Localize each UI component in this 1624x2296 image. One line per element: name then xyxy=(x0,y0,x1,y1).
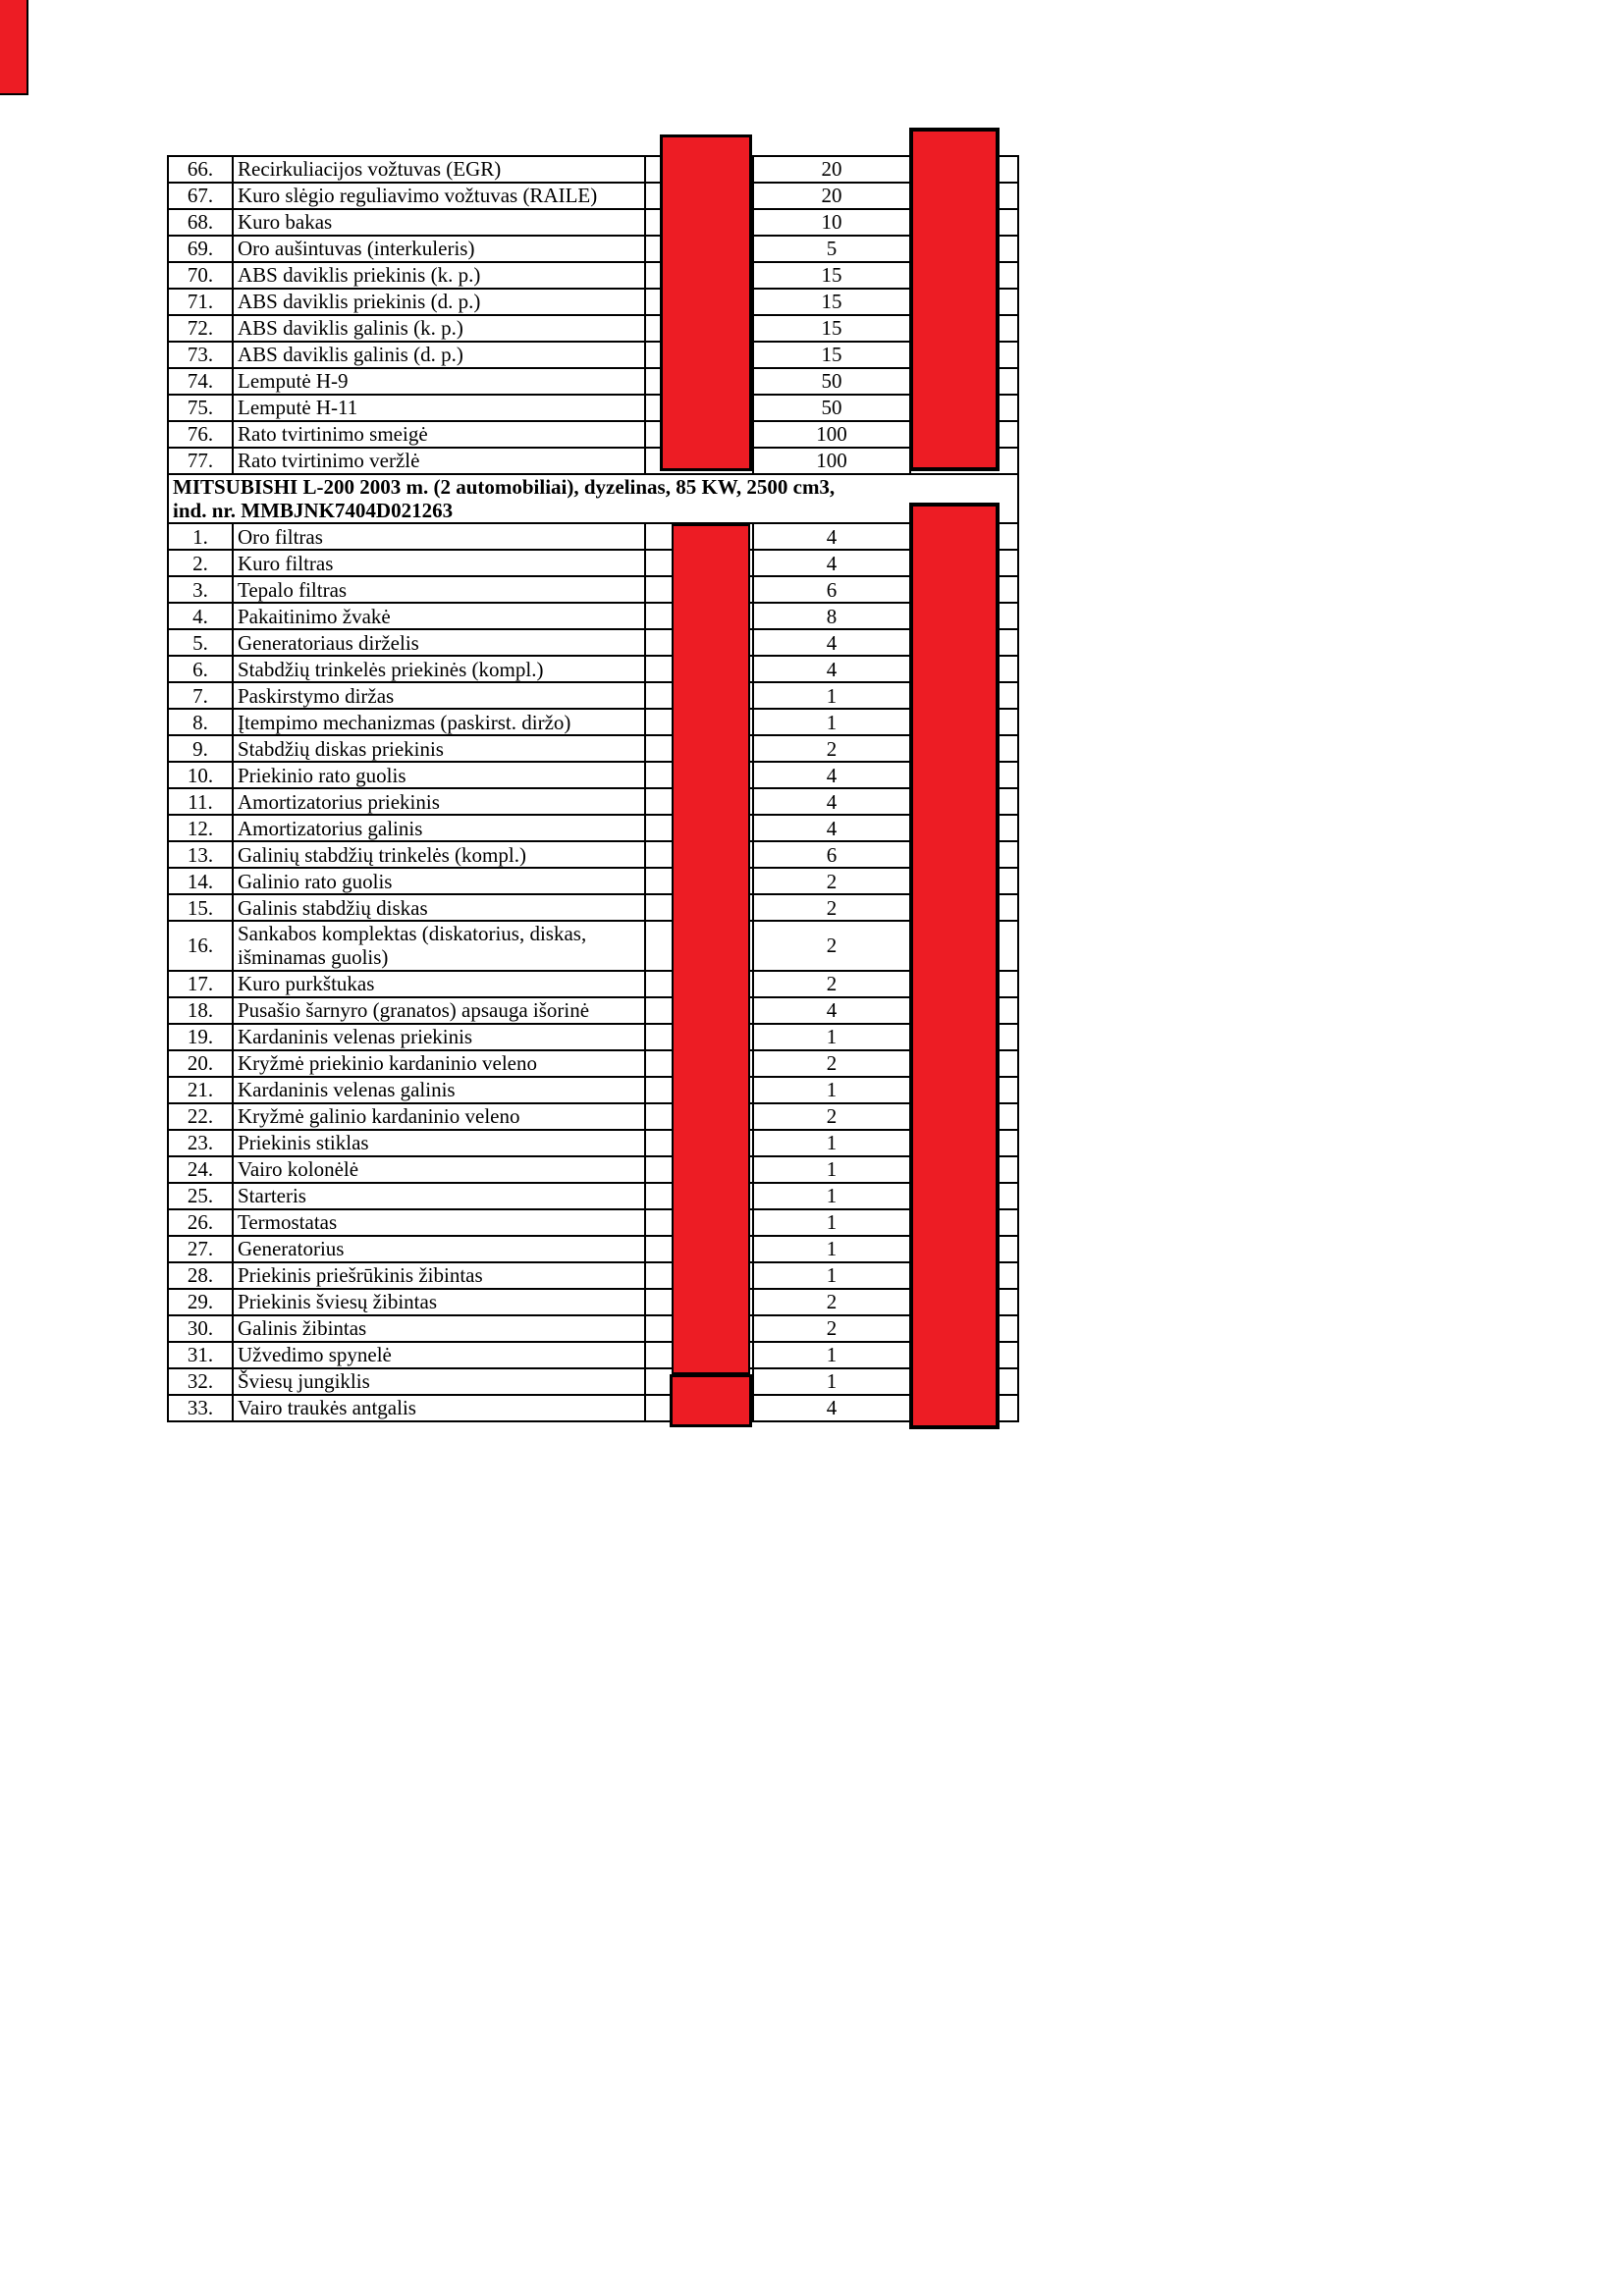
part-name-cell: Galinio rato guolis xyxy=(233,868,645,894)
parts-row xyxy=(168,1236,1018,1262)
parts-row xyxy=(168,368,1018,395)
parts-row xyxy=(168,236,1018,262)
parts-row xyxy=(168,183,1018,209)
redaction-box-price-column-top xyxy=(660,134,752,471)
quantity-cell: 20 xyxy=(753,156,910,183)
quantity-cell: 1 xyxy=(753,1077,910,1103)
row-number-cell: 9. xyxy=(168,735,233,762)
parts-row xyxy=(168,576,1018,603)
parts-row xyxy=(168,1024,1018,1050)
parts-row xyxy=(168,1183,1018,1209)
parts-row xyxy=(168,1262,1018,1289)
quantity-cell: 5 xyxy=(753,236,910,262)
part-name-cell: Priekinio rato guolis xyxy=(233,762,645,788)
part-name-cell: Pusašio šarnyro (granatos) apsauga išorinė xyxy=(233,997,645,1024)
part-name-cell: Kuro filtras xyxy=(233,550,645,576)
redaction-box-price-column-bottom-2 xyxy=(670,1374,752,1427)
row-number-cell: 5. xyxy=(168,629,233,656)
row-number-cell: 66. xyxy=(168,156,233,183)
part-name-cell: Lemputė H-11 xyxy=(233,395,645,421)
quantity-cell: 2 xyxy=(753,1103,910,1130)
parts-row xyxy=(168,868,1018,894)
row-number-cell: 69. xyxy=(168,236,233,262)
quantity-cell: 4 xyxy=(753,1395,910,1421)
row-number-cell: 31. xyxy=(168,1342,233,1368)
quantity-cell: 6 xyxy=(753,841,910,868)
row-number-cell: 29. xyxy=(168,1289,233,1315)
quantity-cell: 4 xyxy=(753,629,910,656)
part-name-cell: Pakaitinimo žvakė xyxy=(233,603,645,629)
part-name-cell: Sankabos komplektas (diskatorius, diskas, išminamas guolis) xyxy=(233,921,645,970)
row-number-cell: 1. xyxy=(168,523,233,550)
parts-row xyxy=(168,788,1018,815)
row-number-cell: 33. xyxy=(168,1395,233,1421)
parts-row xyxy=(168,1077,1018,1103)
row-number-cell: 71. xyxy=(168,289,233,315)
part-name-cell: Amortizatorius priekinis xyxy=(233,788,645,815)
row-number-cell: 73. xyxy=(168,342,233,368)
part-name-cell: Kuro bakas xyxy=(233,209,645,236)
row-number-cell: 24. xyxy=(168,1156,233,1183)
parts-row xyxy=(168,156,1018,183)
quantity-cell: 4 xyxy=(753,762,910,788)
quantity-cell: 20 xyxy=(753,183,910,209)
parts-row xyxy=(168,971,1018,997)
parts-row xyxy=(168,1156,1018,1183)
row-number-cell: 77. xyxy=(168,448,233,474)
row-number-cell: 70. xyxy=(168,262,233,289)
parts-row xyxy=(168,841,1018,868)
row-number-cell: 17. xyxy=(168,971,233,997)
quantity-cell: 1 xyxy=(753,1342,910,1368)
part-name-cell: Kuro purkštukas xyxy=(233,971,645,997)
part-name-cell: Lemputė H-9 xyxy=(233,368,645,395)
quantity-cell: 1 xyxy=(753,1156,910,1183)
quantity-cell: 50 xyxy=(753,395,910,421)
parts-row xyxy=(168,1342,1018,1368)
part-name-cell: Galinis stabdžių diskas xyxy=(233,894,645,921)
quantity-cell: 8 xyxy=(753,603,910,629)
quantity-cell: 2 xyxy=(753,1289,910,1315)
row-number-cell: 6. xyxy=(168,656,233,682)
parts-row xyxy=(168,1209,1018,1236)
row-number-cell: 11. xyxy=(168,788,233,815)
quantity-cell: 15 xyxy=(753,262,910,289)
quantity-cell: 1 xyxy=(753,1130,910,1156)
row-number-cell: 26. xyxy=(168,1209,233,1236)
quantity-cell: 10 xyxy=(753,209,910,236)
part-name-cell: Recirkuliacijos vožtuvas (EGR) xyxy=(233,156,645,183)
row-number-cell: 20. xyxy=(168,1050,233,1077)
row-number-cell: 30. xyxy=(168,1315,233,1342)
quantity-cell: 15 xyxy=(753,289,910,315)
parts-row xyxy=(168,603,1018,629)
part-name-cell: Amortizatorius galinis xyxy=(233,815,645,841)
section1-body xyxy=(168,156,1018,474)
parts-row xyxy=(168,550,1018,576)
parts-row xyxy=(168,342,1018,368)
part-name-cell: Įtempimo mechanizmas (paskirst. diržo) xyxy=(233,709,645,735)
part-name-cell: Vairo traukės antgalis xyxy=(233,1395,645,1421)
part-name-cell: Galinių stabdžių trinkelės (kompl.) xyxy=(233,841,645,868)
section2-body xyxy=(168,523,1018,1420)
part-name-cell: Priekinis stiklas xyxy=(233,1130,645,1156)
part-name-cell: Generatoriaus dirželis xyxy=(233,629,645,656)
row-number-cell: 27. xyxy=(168,1236,233,1262)
parts-row xyxy=(168,209,1018,236)
quantity-cell: 2 xyxy=(753,735,910,762)
part-name-cell: Stabdžių diskas priekinis xyxy=(233,735,645,762)
vehicle-header-line2: ind. nr. MMBJNK7404D021263 xyxy=(173,499,454,523)
quantity-cell: 2 xyxy=(753,971,910,997)
quantity-cell: 2 xyxy=(753,921,910,970)
parts-row xyxy=(168,709,1018,735)
row-number-cell: 7. xyxy=(168,682,233,709)
part-name-cell: Galinis žibintas xyxy=(233,1315,645,1342)
part-name-cell: Stabdžių trinkelės priekinės (kompl.) xyxy=(233,656,645,682)
row-number-cell: 28. xyxy=(168,1262,233,1289)
quantity-cell: 4 xyxy=(753,550,910,576)
part-name-cell: Priekinis priešrūkinis žibintas xyxy=(233,1262,645,1289)
quantity-cell: 1 xyxy=(753,1368,910,1395)
parts-row xyxy=(168,395,1018,421)
quantity-cell: 1 xyxy=(753,1236,910,1262)
parts-row xyxy=(168,815,1018,841)
quantity-cell: 1 xyxy=(753,1209,910,1236)
row-number-cell: 75. xyxy=(168,395,233,421)
row-number-cell: 12. xyxy=(168,815,233,841)
row-number-cell: 68. xyxy=(168,209,233,236)
part-name-cell: Oro filtras xyxy=(233,523,645,550)
part-name-cell: Rato tvirtinimo smeigė xyxy=(233,421,645,448)
redaction-box-sum-column-bottom xyxy=(909,503,1000,1429)
quantity-cell: 1 xyxy=(753,709,910,735)
row-number-cell: 8. xyxy=(168,709,233,735)
parts-row xyxy=(168,421,1018,448)
row-number-cell: 72. xyxy=(168,315,233,342)
quantity-cell: 1 xyxy=(753,1183,910,1209)
quantity-cell: 6 xyxy=(753,576,910,603)
quantity-cell: 4 xyxy=(753,523,910,550)
part-name-cell: Kardaninis velenas galinis xyxy=(233,1077,645,1103)
parts-row xyxy=(168,1395,1018,1421)
parts-row xyxy=(168,1103,1018,1130)
parts-row xyxy=(168,1315,1018,1342)
parts-row xyxy=(168,735,1018,762)
quantity-cell: 4 xyxy=(753,815,910,841)
row-number-cell: 32. xyxy=(168,1368,233,1395)
quantity-cell: 50 xyxy=(753,368,910,395)
quantity-cell: 4 xyxy=(753,997,910,1024)
part-name-cell: Starteris xyxy=(233,1183,645,1209)
parts-row xyxy=(168,289,1018,315)
row-number-cell: 15. xyxy=(168,894,233,921)
part-name-cell: ABS daviklis galinis (d. p.) xyxy=(233,342,645,368)
quantity-cell: 100 xyxy=(753,448,910,474)
part-name-cell: Kryžmė galinio kardaninio veleno xyxy=(233,1103,645,1130)
row-number-cell: 25. xyxy=(168,1183,233,1209)
quantity-cell: 15 xyxy=(753,342,910,368)
parts-row xyxy=(168,921,1018,970)
row-number-cell: 16. xyxy=(168,921,233,970)
quantity-cell: 100 xyxy=(753,421,910,448)
vehicle-header-cell xyxy=(168,474,1018,523)
parts-row xyxy=(168,894,1018,921)
vehicle-header-row xyxy=(168,474,1018,523)
parts-row xyxy=(168,262,1018,289)
row-number-cell: 13. xyxy=(168,841,233,868)
quantity-cell: 1 xyxy=(753,1262,910,1289)
redaction-box-sum-column-top xyxy=(909,128,1000,471)
parts-row xyxy=(168,656,1018,682)
part-name-cell: Termostatas xyxy=(233,1209,645,1236)
part-name-cell: ABS daviklis galinis (k. p.) xyxy=(233,315,645,342)
part-name-cell: Paskirstymo diržas xyxy=(233,682,645,709)
quantity-cell: 2 xyxy=(753,894,910,921)
row-number-cell: 22. xyxy=(168,1103,233,1130)
quantity-cell: 2 xyxy=(753,1315,910,1342)
row-number-cell: 10. xyxy=(168,762,233,788)
row-number-cell: 67. xyxy=(168,183,233,209)
part-name-cell: Šviesų jungiklis xyxy=(233,1368,645,1395)
parts-row xyxy=(168,1289,1018,1315)
row-number-cell: 74. xyxy=(168,368,233,395)
row-number-cell: 4. xyxy=(168,603,233,629)
part-name-cell: Oro aušintuvas (interkuleris) xyxy=(233,236,645,262)
part-name-cell: Kryžmė priekinio kardaninio veleno xyxy=(233,1050,645,1077)
part-name-cell: Rato tvirtinimo veržlė xyxy=(233,448,645,474)
quantity-cell: 2 xyxy=(753,1050,910,1077)
parts-table xyxy=(167,155,1019,1422)
row-number-cell: 23. xyxy=(168,1130,233,1156)
quantity-cell: 1 xyxy=(753,682,910,709)
parts-row xyxy=(168,762,1018,788)
parts-row xyxy=(168,682,1018,709)
parts-row xyxy=(168,1130,1018,1156)
redaction-box-price-column-bottom xyxy=(672,524,750,1374)
quantity-cell: 1 xyxy=(753,1024,910,1050)
row-number-cell: 2. xyxy=(168,550,233,576)
part-name-cell: ABS daviklis priekinis (d. p.) xyxy=(233,289,645,315)
part-name-cell: Kuro slėgio reguliavimo vožtuvas (RAILE) xyxy=(233,183,645,209)
quantity-cell: 2 xyxy=(753,868,910,894)
part-name-cell: Tepalo filtras xyxy=(233,576,645,603)
parts-row xyxy=(168,997,1018,1024)
row-number-cell: 19. xyxy=(168,1024,233,1050)
parts-row xyxy=(168,1050,1018,1077)
parts-row xyxy=(168,523,1018,550)
row-number-cell: 18. xyxy=(168,997,233,1024)
row-number-cell: 21. xyxy=(168,1077,233,1103)
part-name-cell: Priekinis šviesų žibintas xyxy=(233,1289,645,1315)
quantity-cell: 15 xyxy=(753,315,910,342)
quantity-cell: 4 xyxy=(753,656,910,682)
part-name-cell: ABS daviklis priekinis (k. p.) xyxy=(233,262,645,289)
part-name-cell: Vairo kolonėlė xyxy=(233,1156,645,1183)
part-name-cell: Užvedimo spynelė xyxy=(233,1342,645,1368)
parts-row xyxy=(168,315,1018,342)
row-number-cell: 76. xyxy=(168,421,233,448)
parts-row xyxy=(168,629,1018,656)
quantity-cell: 4 xyxy=(753,788,910,815)
corner-redaction-bar xyxy=(0,0,28,95)
part-name-cell: Generatorius xyxy=(233,1236,645,1262)
section-header-body xyxy=(168,474,1018,523)
vehicle-header-line1: MITSUBISHI L-200 2003 m. (2 automobiliai), dyzelinas, 85 KW, 2500 cm3, xyxy=(173,475,836,499)
row-number-cell: 14. xyxy=(168,868,233,894)
parts-row xyxy=(168,1368,1018,1395)
row-number-cell: 3. xyxy=(168,576,233,603)
parts-row xyxy=(168,448,1018,474)
part-name-cell: Kardaninis velenas priekinis xyxy=(233,1024,645,1050)
